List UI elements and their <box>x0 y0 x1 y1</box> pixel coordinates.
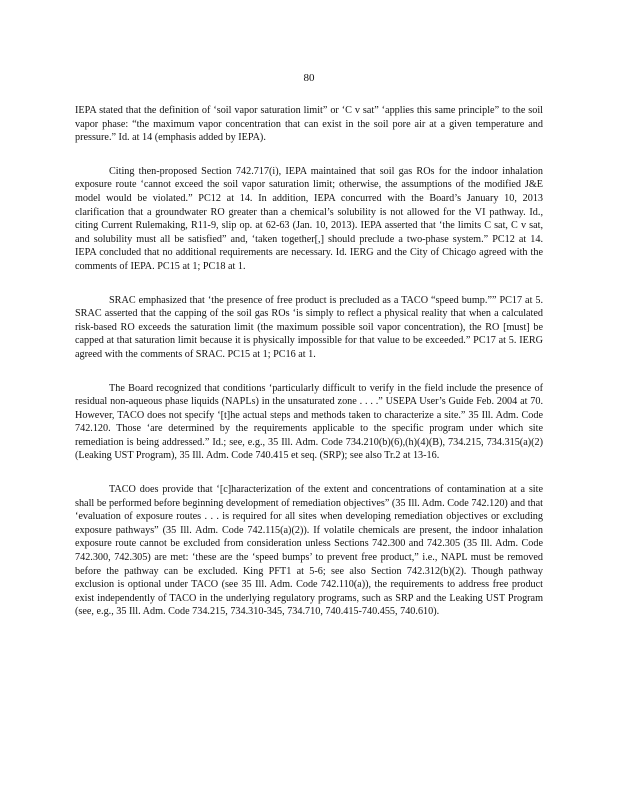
paragraph-4: The Board recognized that conditions ‘particularly difficult to verify in the field include the presence of residual non-aqueous phase liquids (NAPLs) in the unsaturated zone . . . .” USEPA User’s Guide Feb. 2004 at 70. However, TACO does not specify ‘[t]he actual steps and methods taken to characterize a site.” 35 Ill. Adm. Code 742.120. Those ‘are determined by the requirements applicable to the specific program under which site remediation is being addressed.” Id.; see, e.g., 35 Ill. Adm. Code 734.210(b)(6),(h)(4)(B), 734.215, 734.315(a)(2) (Leaking UST Program), 35 Ill. Adm. Code 740.415 et seq. (SRP); see also Tr.2 at 13-16. <box>75 382 543 462</box>
document-body <box>75 104 543 639</box>
paragraph-3: SRAC emphasized that ‘the presence of free product is precluded as a TACO “speed bump.”” PC17 at 5. SRAC asserted that the capping of the soil gas ROs ‘is simply to reflect a physical reality that when a calculated risk-based RO exceeds the saturation limit (the maximum possible soil vapor concentration), the RO [must] be capped at that saturation limit because it is physically impossible for that value to be exceeded.” PC17 at 5. IERG agreed with the comments of SRAC. PC15 at 1; PC16 at 1. <box>75 294 543 360</box>
paragraph-5: TACO does provide that ‘[c]haracterization of the extent and concentrations of contamination at a site shall be performed before beginning development of remediation objectives” (35 Ill. Adm. Code 742.120) and that ‘evaluation of exposure routes . . . is required for all sites when developing remediation objectives or excluding exposure pathways” (35 Ill. Adm. Code 742.115(a)(2)). If volatile chemicals are present, the indoor inhalation exposure route cannot be excluded from consideration unless Sections 742.300 and 742.305 (35 Ill. Adm. Code 742.300, 742.305) are met: ‘these are the ‘speed bumps’ to prevent free product,” i.e., NAPL must be removed before the pathway can be excluded. King PFT1 at 5-6; see also Section 742.312(b)(2). Though pathway exclusion is optional under TACO (see 35 Ill. Adm. Code 742.110(a)), the requirements to address free product exist independently of TACO in the underlying regulatory programs, such as SRP and the Leaking UST Program (see, e.g., 35 Ill. Adm. Code 734.215, 734.310-345, 734.710, 740.415-740.455, 740.610). <box>75 484 543 618</box>
page-number: 80 <box>303 72 315 84</box>
paragraph-2: Citing then-proposed Section 742.717(i), IEPA maintained that soil gas ROs for the indoor inhalation exposure route ‘cannot exceed the soil vapor saturation limit; otherwise, the assumptions of the modified J&E model would be violated.” PC12 at 14. In addition, IEPA concurred with the Board’s January 10, 2013 clarification that a groundwater RO greater than a chemical’s solubility is not allowed for the VI pathway. Id., citing Current Rulemaking, R11-9, slip op. at 62-63 (Jan. 10, 2013). IEPA asserted that ‘the limits C sat, C v sat, and solubility must all be satisfied” and, ‘taken together[,] should preclude a two-phase system.” PC12 at 14. IEPA concluded that no additional requirements are necessary. Id. IERG and the City of Chicago agreed with the comments of IEPA. PC15 at 1; PC18 at 1. <box>75 165 543 272</box>
paragraph-1: IEPA stated that the definition of ‘soil vapor saturation limit” or ‘C v sat” ‘applies this same principle” to the soil vapor phase: “the maximum vapor concentration that can exist in the soil pore air at a given temperature and pressure.” Id. at 14 (emphasis added by IEPA). <box>75 105 543 144</box>
